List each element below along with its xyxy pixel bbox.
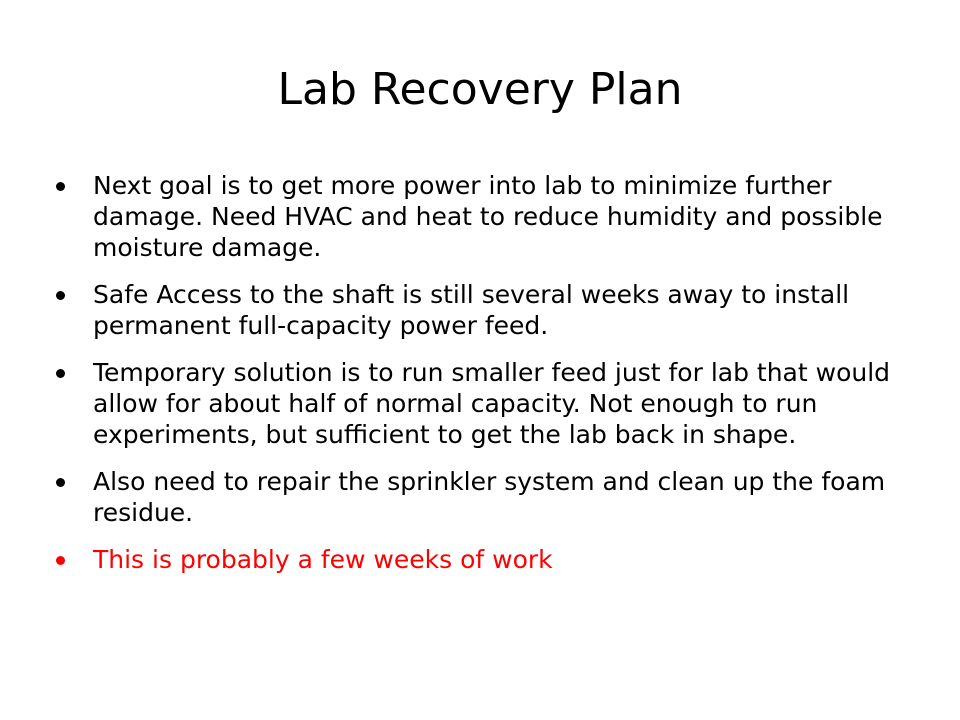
slide-title: Lab Recovery Plan — [277, 64, 683, 115]
bullet-item — [56, 357, 916, 450]
bullet-text: This is probably a few weeks of work — [93, 545, 553, 574]
bullet-dot-icon — [56, 291, 65, 300]
bullet-item — [56, 170, 916, 263]
bullet-dot-icon — [56, 556, 65, 565]
bullet-text: Temporary solution is to run smaller feed just for lab that would allow for about half of normal capacity. Not enough to run experiments, but sufficient to get the lab back in shape. — [93, 358, 891, 449]
bullet-item — [56, 466, 916, 528]
bullet-item — [56, 279, 916, 341]
bullet-item-highlight — [56, 544, 916, 575]
bullet-text: Safe Access to the shaft is still several weeks away to install permanent full-capacity power feed. — [93, 280, 850, 340]
bullet-dot-icon — [56, 182, 65, 191]
bullet-dot-icon — [56, 369, 65, 378]
bullet-list — [56, 170, 916, 591]
bullet-text: Next goal is to get more power into lab to minimize further damage. Need HVAC and heat to reduce humidity and possible moisture damage. — [93, 171, 883, 262]
bullet-dot-icon — [56, 478, 65, 487]
bullet-text: Also need to repair the sprinkler system and clean up the foam residue. — [93, 467, 886, 527]
